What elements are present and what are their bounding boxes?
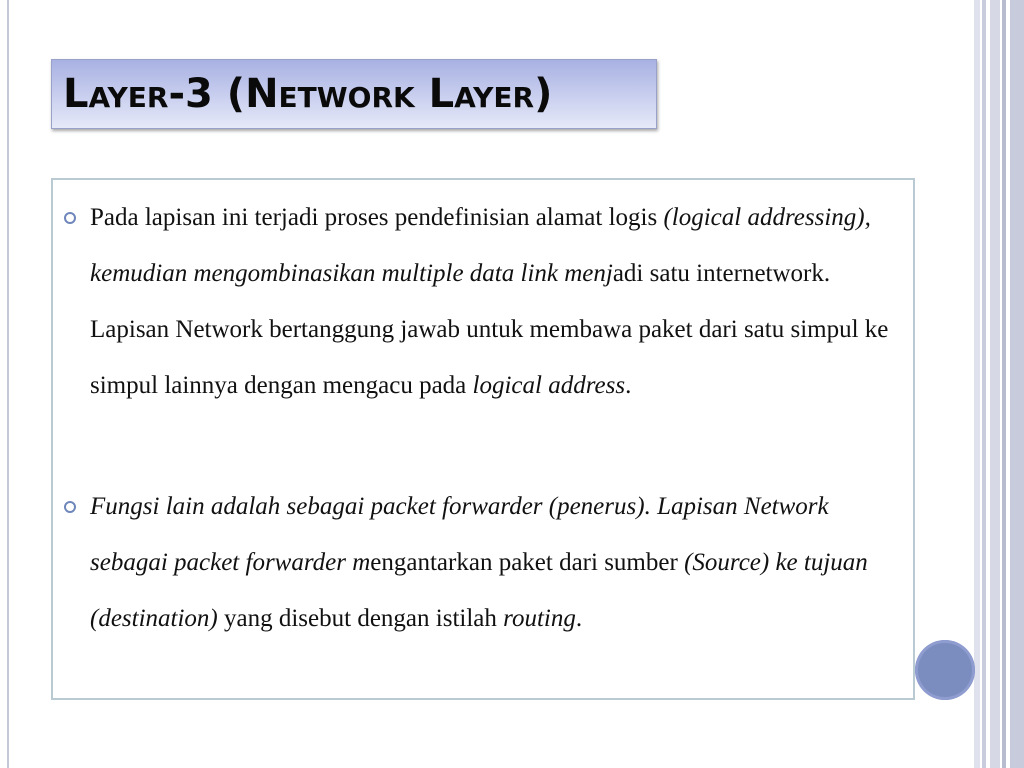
right-decor-bars <box>974 0 1024 768</box>
text-run: yang disebut dengan istilah <box>217 605 504 632</box>
slide-title: Layer-3 (Network Layer) <box>63 71 553 117</box>
text-run: (Source) ke tujuan (destination) <box>90 549 868 632</box>
text-run: Pada lapisan ini terjadi proses pendefinisian alamat logis <box>90 204 664 231</box>
bullet-paragraph-1 <box>90 190 908 414</box>
decor-bar <box>974 0 980 768</box>
decor-bar <box>982 0 986 768</box>
text-run: (logical addressing), kemudian mengombinasikan multiple data link menj <box>90 204 871 287</box>
text-run: Fungsi lain adalah sebagai packet forwarder (penerus). Lapisan Network sebagai packet forwarder m <box>90 493 829 576</box>
title-box <box>51 59 657 129</box>
text-run: . <box>575 605 583 632</box>
text-run: adi satu internetwork. Lapisan Network bertanggung jawab untuk membawa paket dari satu simpul ke simpul lainnya dengan mengacu pada <box>90 260 889 399</box>
accent-circle <box>915 640 975 700</box>
decor-bar <box>990 0 1000 768</box>
text-run: . <box>625 372 632 399</box>
text-run: logical address <box>472 372 626 399</box>
text-run: routing <box>503 605 576 632</box>
bullet-ring-icon <box>64 501 76 513</box>
bullet-ring-icon <box>64 212 76 224</box>
decor-bar <box>1002 0 1006 768</box>
bullet-paragraph-2 <box>90 479 908 647</box>
text-run: engantarkan paket dari sumber <box>370 549 685 576</box>
decor-bar <box>1010 0 1024 768</box>
left-decor-line <box>7 0 9 768</box>
